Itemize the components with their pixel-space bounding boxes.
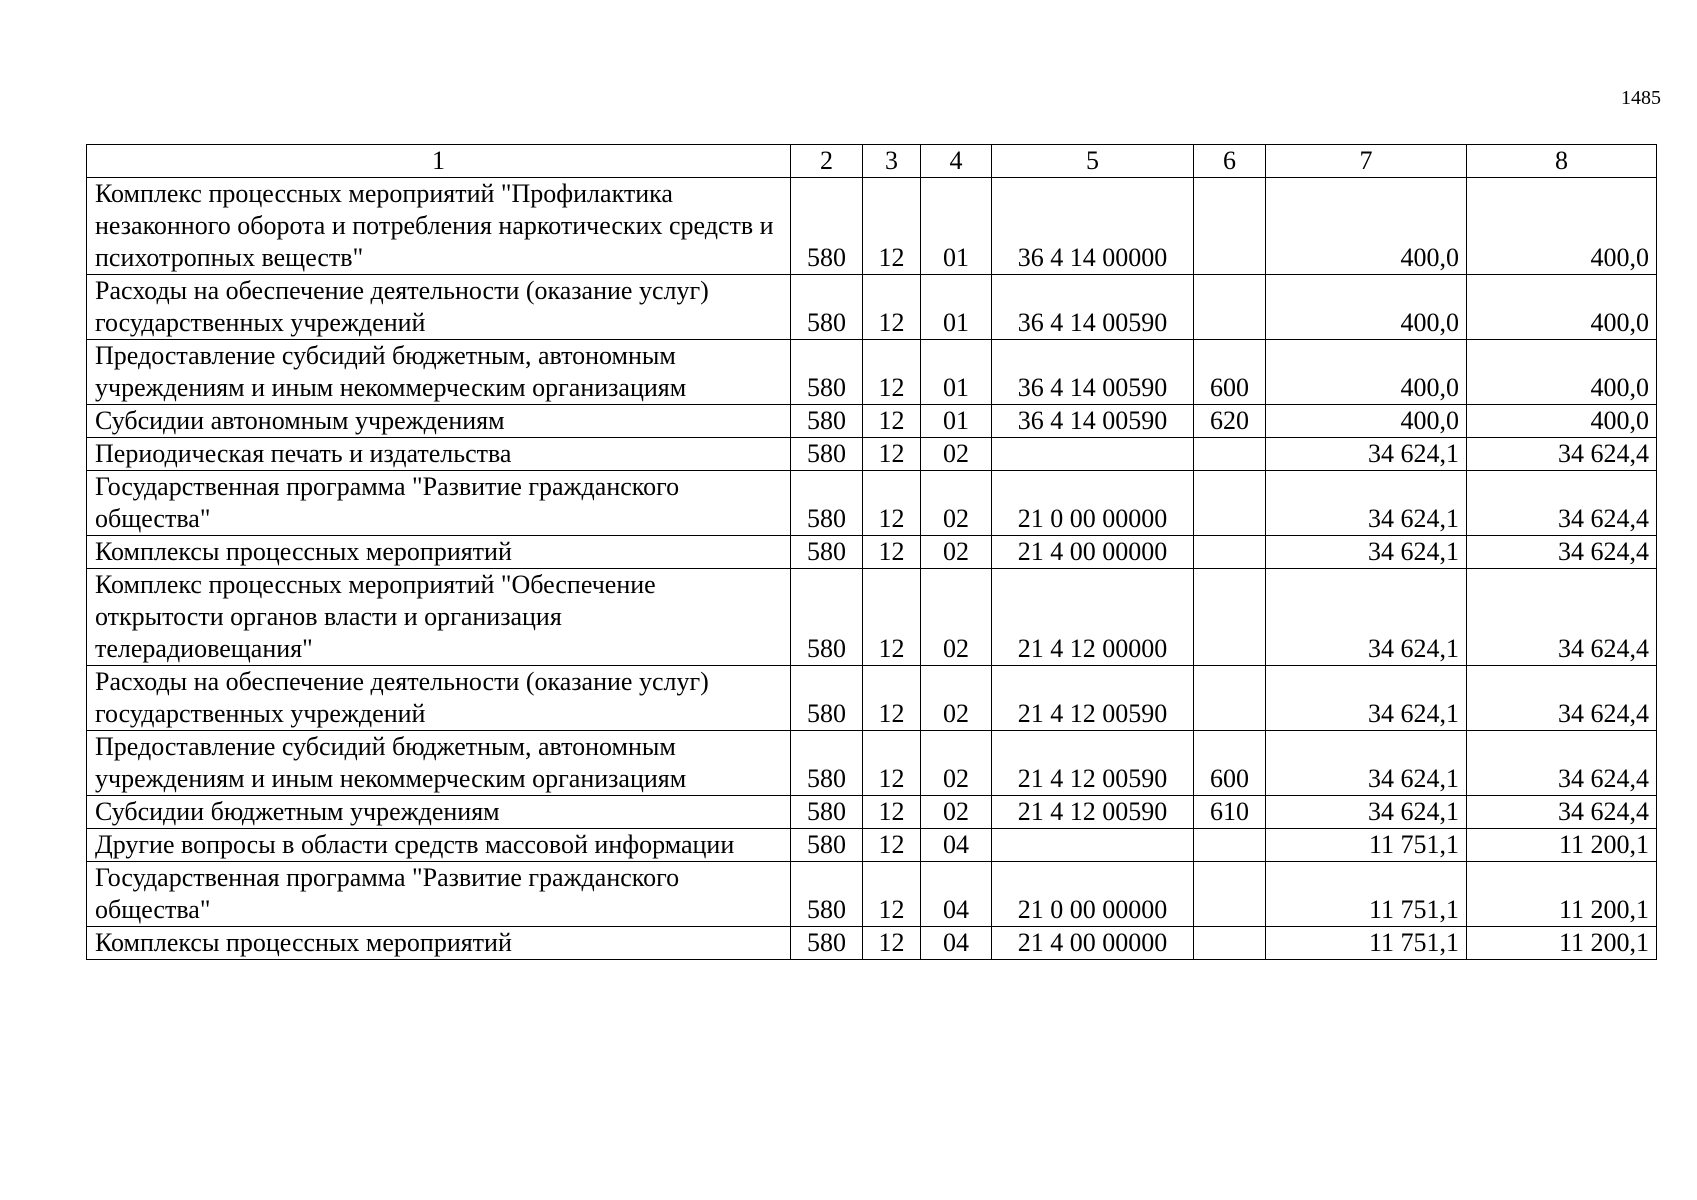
sum2-cell: 400,0 [1467,275,1657,340]
row-name: Субсидии бюджетным учреждениям [87,796,791,829]
sum1-cell: 34 624,1 [1266,569,1467,666]
header-cell: 2 [791,145,863,178]
sum2-cell: 400,0 [1467,178,1657,275]
row-name: Предоставление субсидий бюджетным, автономным учреждениям и иным некоммерческим организациям [87,731,791,796]
header-cell: 4 [921,145,992,178]
pr-cell: 01 [921,178,992,275]
vr-cell [1194,178,1266,275]
budget-table [86,144,1657,960]
table-row [87,796,1657,829]
table-row [87,405,1657,438]
csr-cell: 21 0 00 00000 [992,862,1194,927]
pr-cell: 04 [921,862,992,927]
csr-cell: 21 4 00 00000 [992,536,1194,569]
rz-cell: 12 [863,796,921,829]
pr-cell: 02 [921,569,992,666]
table-row [87,340,1657,405]
pr-cell: 02 [921,796,992,829]
ved-cell: 580 [791,862,863,927]
ved-cell: 580 [791,340,863,405]
row-name: Субсидии автономным учреждениям [87,405,791,438]
csr-cell: 36 4 14 00590 [992,340,1194,405]
row-name: Государственная программа "Развитие гражданского общества" [87,471,791,536]
rz-cell: 12 [863,536,921,569]
sum1-cell: 34 624,1 [1266,731,1467,796]
sum1-cell: 34 624,1 [1266,666,1467,731]
row-name: Комплексы процессных мероприятий [87,536,791,569]
row-name: Расходы на обеспечение деятельности (оказание услуг) государственных учреждений [87,666,791,731]
ved-cell: 580 [791,438,863,471]
sum2-cell: 400,0 [1467,405,1657,438]
sum1-cell: 11 751,1 [1266,927,1467,960]
sum2-cell: 11 200,1 [1467,927,1657,960]
table-row [87,275,1657,340]
row-name: Другие вопросы в области средств массовой информации [87,829,791,862]
table-row [87,471,1657,536]
csr-cell: 36 4 14 00000 [992,178,1194,275]
ved-cell: 580 [791,405,863,438]
sum1-cell: 34 624,1 [1266,471,1467,536]
vr-cell [1194,536,1266,569]
sum2-cell: 11 200,1 [1467,829,1657,862]
sum2-cell: 34 624,4 [1467,438,1657,471]
sum1-cell: 400,0 [1266,405,1467,438]
row-name: Предоставление субсидий бюджетным, автономным учреждениям и иным некоммерческим организациям [87,340,791,405]
ved-cell: 580 [791,731,863,796]
ved-cell: 580 [791,536,863,569]
sum1-cell: 400,0 [1266,178,1467,275]
sum2-cell: 11 200,1 [1467,862,1657,927]
csr-cell: 21 0 00 00000 [992,471,1194,536]
sum1-cell: 400,0 [1266,275,1467,340]
ved-cell: 580 [791,927,863,960]
sum2-cell: 34 624,4 [1467,471,1657,536]
csr-cell: 21 4 00 00000 [992,927,1194,960]
sum2-cell: 34 624,4 [1467,796,1657,829]
pr-cell: 02 [921,731,992,796]
header-cell: 8 [1467,145,1657,178]
rz-cell: 12 [863,731,921,796]
row-name: Периодическая печать и издательства [87,438,791,471]
ved-cell: 580 [791,471,863,536]
pr-cell: 02 [921,666,992,731]
table-row [87,569,1657,666]
csr-cell: 21 4 12 00000 [992,569,1194,666]
csr-cell: 21 4 12 00590 [992,666,1194,731]
sum1-cell: 34 624,1 [1266,796,1467,829]
vr-cell [1194,438,1266,471]
rz-cell: 12 [863,927,921,960]
pr-cell: 01 [921,275,992,340]
vr-cell: 620 [1194,405,1266,438]
pr-cell: 02 [921,471,992,536]
table-row [87,438,1657,471]
sum2-cell: 34 624,4 [1467,569,1657,666]
table-row [87,536,1657,569]
vr-cell [1194,471,1266,536]
table-row [87,862,1657,927]
rz-cell: 12 [863,405,921,438]
header-cell: 3 [863,145,921,178]
header-cell: 6 [1194,145,1266,178]
csr-cell [992,829,1194,862]
csr-cell: 21 4 12 00590 [992,796,1194,829]
csr-cell: 21 4 12 00590 [992,731,1194,796]
ved-cell: 580 [791,829,863,862]
sum2-cell: 34 624,4 [1467,731,1657,796]
pr-cell: 02 [921,536,992,569]
header-cell: 7 [1266,145,1467,178]
vr-cell: 600 [1194,731,1266,796]
sum1-cell: 11 751,1 [1266,829,1467,862]
pr-cell: 02 [921,438,992,471]
vr-cell [1194,927,1266,960]
sum1-cell: 11 751,1 [1266,862,1467,927]
row-name: Государственная программа "Развитие гражданского общества" [87,862,791,927]
rz-cell: 12 [863,275,921,340]
row-name: Комплекс процессных мероприятий "Обеспечение открытости органов власти и организация телерадиовещания" [87,569,791,666]
ved-cell: 580 [791,178,863,275]
sum2-cell: 34 624,4 [1467,666,1657,731]
pr-cell: 04 [921,829,992,862]
csr-cell: 36 4 14 00590 [992,405,1194,438]
table-row [87,731,1657,796]
row-name: Комплексы процессных мероприятий [87,927,791,960]
sum1-cell: 400,0 [1266,340,1467,405]
vr-cell [1194,666,1266,731]
vr-cell [1194,275,1266,340]
sum2-cell: 34 624,4 [1467,536,1657,569]
vr-cell [1194,829,1266,862]
pr-cell: 01 [921,340,992,405]
rz-cell: 12 [863,569,921,666]
rz-cell: 12 [863,340,921,405]
ved-cell: 580 [791,569,863,666]
header-cell: 1 [87,145,791,178]
vr-cell: 600 [1194,340,1266,405]
vr-cell [1194,569,1266,666]
table-row [87,927,1657,960]
rz-cell: 12 [863,438,921,471]
row-name: Расходы на обеспечение деятельности (оказание услуг) государственных учреждений [87,275,791,340]
rz-cell: 12 [863,666,921,731]
sum1-cell: 34 624,1 [1266,438,1467,471]
sum2-cell: 400,0 [1467,340,1657,405]
header-row [87,145,1657,178]
vr-cell [1194,862,1266,927]
ved-cell: 580 [791,666,863,731]
sum1-cell: 34 624,1 [1266,536,1467,569]
table-row [87,829,1657,862]
page-number: 1485 [1621,87,1661,109]
pr-cell: 01 [921,405,992,438]
table-row [87,666,1657,731]
table-row [87,178,1657,275]
pr-cell: 04 [921,927,992,960]
csr-cell [992,438,1194,471]
header-cell: 5 [992,145,1194,178]
rz-cell: 12 [863,471,921,536]
rz-cell: 12 [863,862,921,927]
rz-cell: 12 [863,178,921,275]
ved-cell: 580 [791,796,863,829]
rz-cell: 12 [863,829,921,862]
csr-cell: 36 4 14 00590 [992,275,1194,340]
row-name: Комплекс процессных мероприятий "Профилактика незаконного оборота и потребления наркотических средств и психотропных веществ" [87,178,791,275]
vr-cell: 610 [1194,796,1266,829]
ved-cell: 580 [791,275,863,340]
